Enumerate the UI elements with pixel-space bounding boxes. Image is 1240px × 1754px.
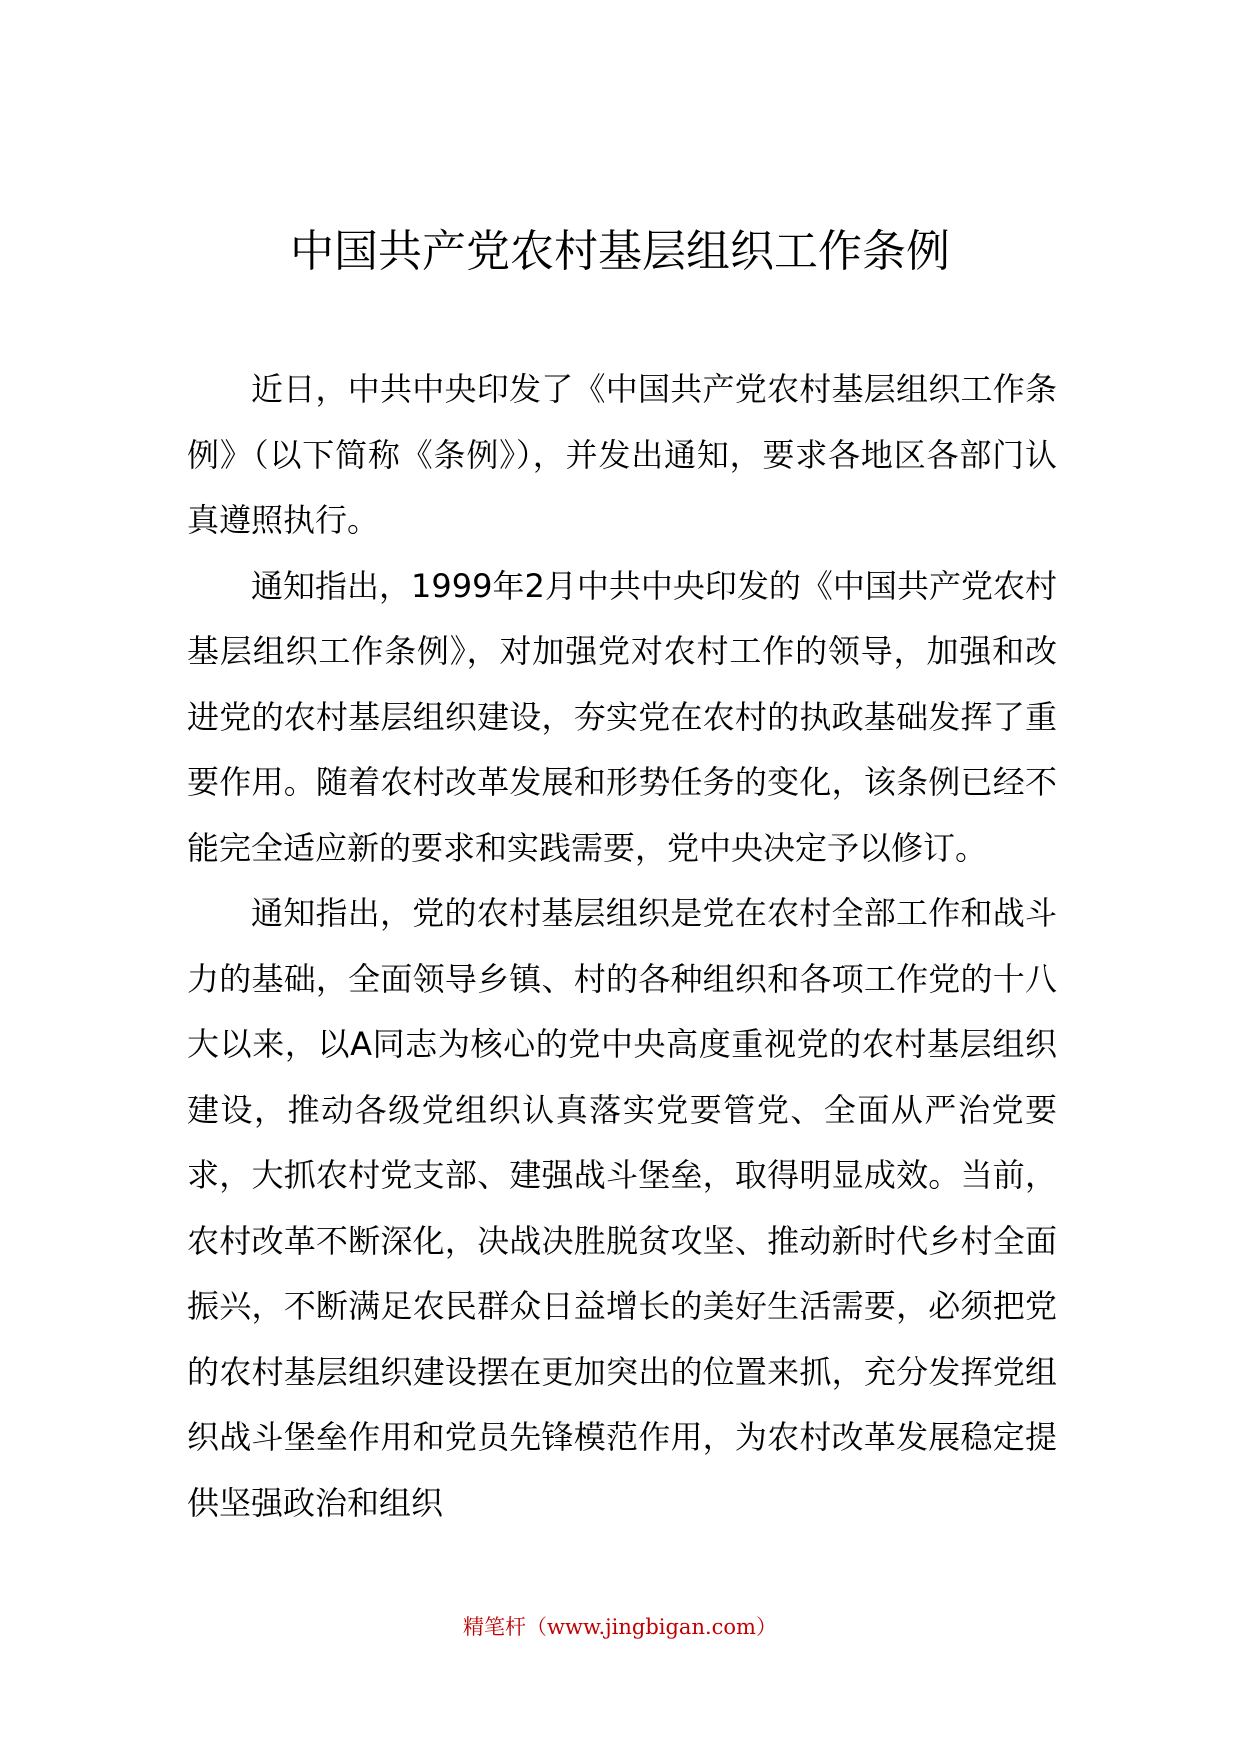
footer-watermark-text: 精笔杆（www.jingbigan.com）	[463, 1615, 777, 1639]
document-body	[187, 357, 1057, 1536]
paragraph-3: 通知指出，党的农村基层组织是党在农村全部工作和战斗力的基础，全面领导乡镇、村的各种组织和各项工作党的十八大以来，以A同志为核心的党中央高度重视党的农村基层组织建设，推动各级党组织认真落实党要管党、全面从严治党要求，大抓农村党支部、建强战斗堡垒，取得明显成效。当前，农村改革不断深化，决战决胜脱贫攻坚、推动新时代乡村全面振兴，不断满足农民群众日益增长的美好生活需要，必须把党的农村基层组织建设摆在更加突出的位置来抓，充分发挥党组织战斗堡垒作用和党员先锋模范作用，为农村改革发展稳定提供坚强政治和组织	[187, 894, 1057, 1522]
document-title: 中国共产党农村基层组织工作条例	[290, 226, 950, 277]
paragraph-2: 通知指出，1999年2月中共中央印发的《中国共产党农村基层组织工作条例》，对加强党对农村工作的领导，加强和改进党的农村基层组织建设，夯实党在农村的执政基础发挥了重要作用。随着农村改革发展和形势任务的变化，该条例已经不能完全适应新的要求和实践需要，党中央决定予以修订。	[187, 566, 1057, 867]
paragraph-1: 近日，中共中央印发了《中国共产党农村基层组织工作条例》（以下简称《条例》），并发出通知，要求各地区各部门认真遵照执行。	[187, 370, 1057, 539]
